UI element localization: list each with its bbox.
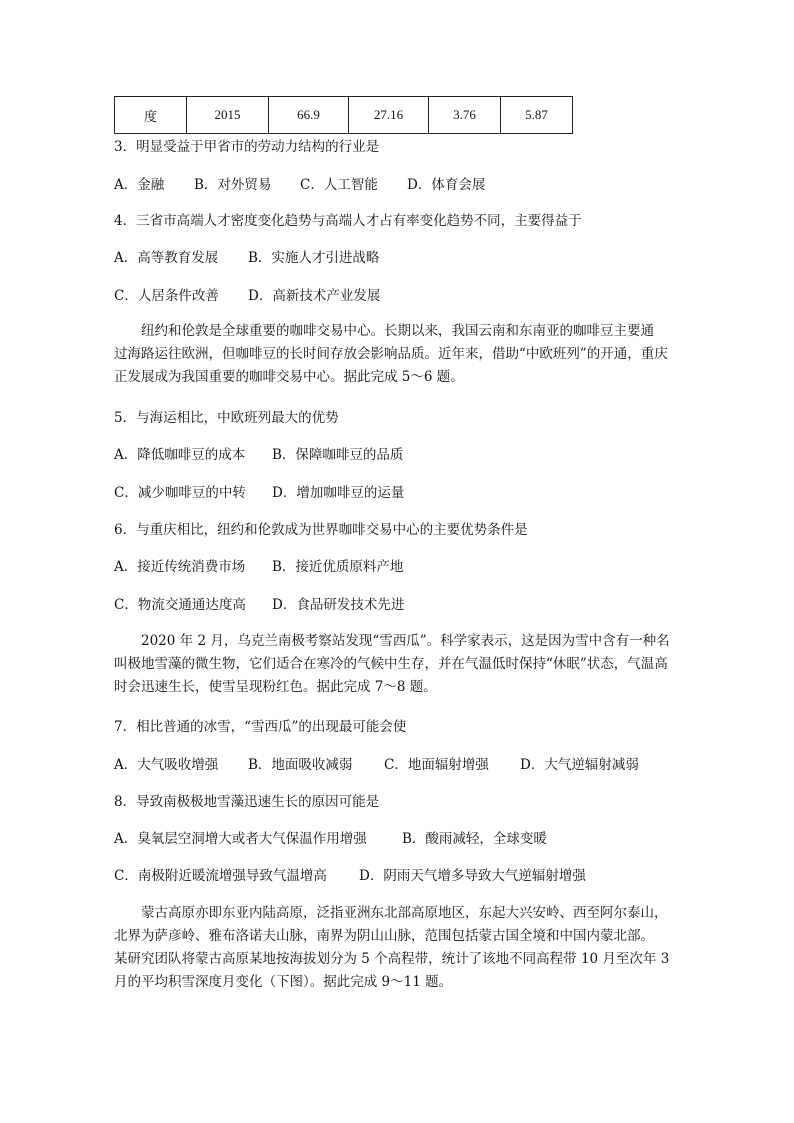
- question-8-options-row2: [114, 867, 586, 885]
- table-cell: 66.9: [269, 97, 349, 134]
- question-6-stem: 6．与重庆相比，纽约和伦敦成为世界咖啡交易中心的主要优势条件是: [114, 522, 528, 538]
- passage-line: 北界为萨彦岭、雅布洛诺夫山脉，南界为阴山山脉，范围包括蒙古国全境和中国内蒙北部。: [114, 928, 654, 944]
- question-6-options-row1: [114, 558, 403, 576]
- passage-line: 2020 年 2 月，乌克兰南极考察站发现“雪西瓜”。科学家表示，这是因为雪中含有一种名: [141, 633, 670, 649]
- passage-line: 过海路运往欧洲，但咖啡豆的长时间存放会影响品质。近年来，借助“中欧班列”的开通，重庆: [114, 346, 668, 362]
- table-cell: 3.76: [429, 97, 501, 134]
- option-b: B．实施人才引进战略: [248, 250, 380, 266]
- table-cell: 5.87: [501, 97, 573, 134]
- table-cell: 2015: [187, 97, 269, 134]
- passage-line: 叫极地雪藻的微生物，它们适合在寒冷的气候中生存，并在气温低时保持“休眠”状态，气温高: [114, 656, 668, 672]
- passage-snow: [114, 630, 688, 699]
- option-b: B．酸雨减轻，全球变暖: [402, 831, 547, 847]
- option-a: A．金融: [114, 177, 165, 193]
- question-4-options-row1: [114, 249, 379, 267]
- table-cell: 27.16: [349, 97, 429, 134]
- passage-line: 正发展成为我国重要的咖啡交易中心。据此完成 5～6 题。: [114, 369, 464, 385]
- question-3-stem: 3．明显受益于甲省市的劳动力结构的行业是: [114, 139, 380, 155]
- option-b: B．保障咖啡豆的品质: [272, 447, 404, 463]
- question-3-options: [114, 176, 485, 194]
- option-d: D．阴雨天气增多导致大气逆辐射增强: [359, 868, 586, 884]
- option-a: A．降低咖啡豆的成本: [114, 447, 246, 463]
- passage-line: 时会迅速生长，使雪呈现粉红色。据此完成 7～8 题。: [114, 679, 437, 695]
- question-5-options-row1: [114, 446, 403, 464]
- option-a: A．臭氧层空洞增大或者大气保温作用增强: [114, 831, 367, 847]
- passage-line: 月的平均积雪深度月变化（下图）。据此完成 9～11 题。: [114, 974, 453, 990]
- question-7-stem: 7．相比普通的冰雪，“雪西瓜”的出现最可能会使: [114, 719, 407, 735]
- option-b: B．接近优质原料产地: [272, 559, 404, 575]
- passage-line: 某研究团队将蒙古高原某地按海拔划分为 5 个高程带，统计了该地不同高程带 10 月至次年 3: [114, 951, 670, 967]
- option-d: D．大气逆辐射减弱: [520, 757, 639, 773]
- option-d: D．食品研发技术先进: [272, 597, 405, 613]
- option-d: D．增加咖啡豆的运量: [272, 485, 405, 501]
- passage-coffee: [114, 320, 688, 389]
- question-8-stem: 8．导致南极极地雪藻迅速生长的原因可能是: [114, 794, 380, 810]
- option-c: C．南极附近暖流增强导致气温增高: [114, 868, 327, 884]
- option-b: B．地面吸收减弱: [248, 757, 353, 773]
- option-d: D．体育会展: [407, 177, 486, 193]
- option-c: C．人工智能: [300, 177, 378, 193]
- question-6-options-row2: [114, 596, 404, 614]
- question-8-options-row1: [114, 830, 547, 848]
- option-c: C．物流交通通达度高: [114, 597, 246, 613]
- option-c: C．人居条件改善: [114, 288, 219, 304]
- data-table: [114, 96, 573, 134]
- option-c: C．减少咖啡豆的中转: [114, 485, 246, 501]
- question-7-options: [114, 756, 639, 774]
- option-a: A．大气吸收增强: [114, 757, 219, 773]
- question-4-options-row2: [114, 287, 380, 305]
- question-5-options-row2: [114, 484, 404, 502]
- option-b: B．对外贸易: [194, 177, 272, 193]
- option-a: A．高等教育发展: [114, 250, 219, 266]
- option-c: C．地面辐射增强: [384, 757, 489, 773]
- option-a: A．接近传统消费市场: [114, 559, 246, 575]
- passage-mongolia: [114, 902, 688, 994]
- passage-line: 纽约和伦敦是全球重要的咖啡交易中心。长期以来，我国云南和东南亚的咖啡豆主要通: [141, 323, 654, 339]
- question-5-stem: 5．与海运相比，中欧班列最大的优势: [114, 410, 339, 426]
- table-cell: 度: [115, 97, 187, 134]
- question-4-stem: 4．三省市高端人才密度变化趋势与高端人才占有率变化趋势不同，主要得益于: [114, 213, 582, 229]
- table-row: [115, 97, 573, 134]
- option-d: D．高新技术产业发展: [248, 288, 381, 304]
- passage-line: 蒙古高原亦即东亚内陆高原，泛指亚洲东北部高原地区，东起大兴安岭、西至阿尔泰山，: [141, 905, 668, 921]
